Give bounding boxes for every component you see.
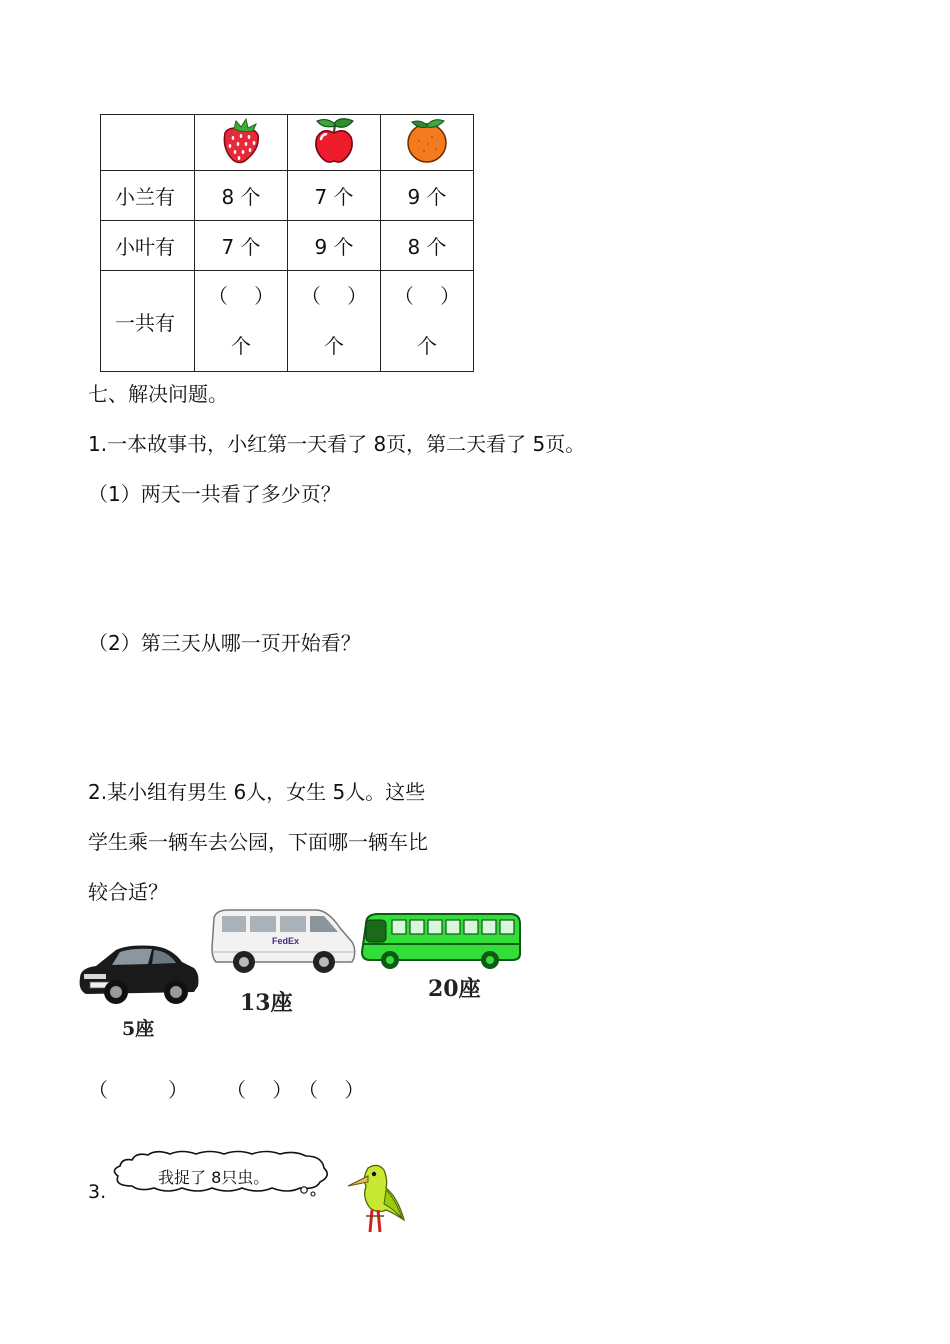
question-2-line-2: 学生乘一辆车去公园，下面哪一辆车比 [88, 830, 428, 854]
question-1-sub-2: （2）第三天从哪一页开始看？ [88, 631, 361, 655]
van-answer-blank[interactable]: （ ） [226, 1078, 293, 1102]
section-title: 七、解决问题。 [88, 382, 228, 406]
table-row [101, 221, 474, 271]
van-brand-text: FedEx [272, 936, 300, 946]
row-label: 一共有 [101, 271, 195, 372]
question-2-line-3: 较合适？ [88, 880, 168, 904]
question-1-text: 1.一本故事书，小红第一天看了 8页，第二天看了 5页。 [88, 432, 586, 456]
strawberry-cell [195, 115, 288, 171]
bus-icon [360, 910, 524, 970]
car-seat-label: 5座 [122, 1018, 155, 1040]
van-seat-label: 13座 [240, 990, 293, 1016]
table-cell: 8 个 [381, 221, 474, 271]
table-total-row [101, 271, 474, 372]
bus-seat-label: 20座 [428, 976, 481, 1002]
table-cell: 9 个 [381, 171, 474, 221]
strawberry-icon [216, 115, 266, 165]
question-1-sub-1: （1）两天一共看了多少页？ [88, 482, 341, 506]
answer-paren: （ ） [207, 284, 275, 308]
row-label: 小叶有 [101, 221, 195, 271]
bird-icon [346, 1162, 408, 1234]
table-cell: 7 个 [288, 171, 381, 221]
answer-paren: （ ） [393, 284, 461, 308]
apple-cell [288, 115, 381, 171]
row-label: 小兰有 [101, 171, 195, 221]
speech-bubble-text: 我捉了 8只虫。 [158, 1168, 270, 1187]
orange-cell [381, 115, 474, 171]
answer-blank-cell[interactable] [381, 271, 474, 372]
answer-blank-cell[interactable] [195, 271, 288, 372]
answer-blank-cell[interactable] [288, 271, 381, 372]
table-corner-cell [101, 115, 195, 171]
car-answer-blank[interactable]: （ ） [88, 1078, 188, 1102]
van-icon [208, 908, 358, 974]
apple-icon [309, 115, 359, 165]
fruit-table [100, 114, 474, 372]
answer-paren: （ ） [300, 284, 368, 308]
orange-icon [402, 115, 452, 165]
table-cell: 7 个 [195, 221, 288, 271]
unit-label: 个 [417, 334, 437, 358]
table-cell: 9 个 [288, 221, 381, 271]
table-row [101, 171, 474, 221]
car-icon [76, 934, 202, 1006]
unit-label: 个 [324, 334, 344, 358]
question-2-line-1: 2.某小组有男生 6人，女生 5人。这些 [88, 780, 426, 804]
bus-answer-blank[interactable]: （ ） [298, 1078, 365, 1102]
question-3-number: 3. [88, 1181, 107, 1203]
table-cell: 8 个 [195, 171, 288, 221]
unit-label: 个 [231, 334, 251, 358]
table-header-row [101, 115, 474, 171]
